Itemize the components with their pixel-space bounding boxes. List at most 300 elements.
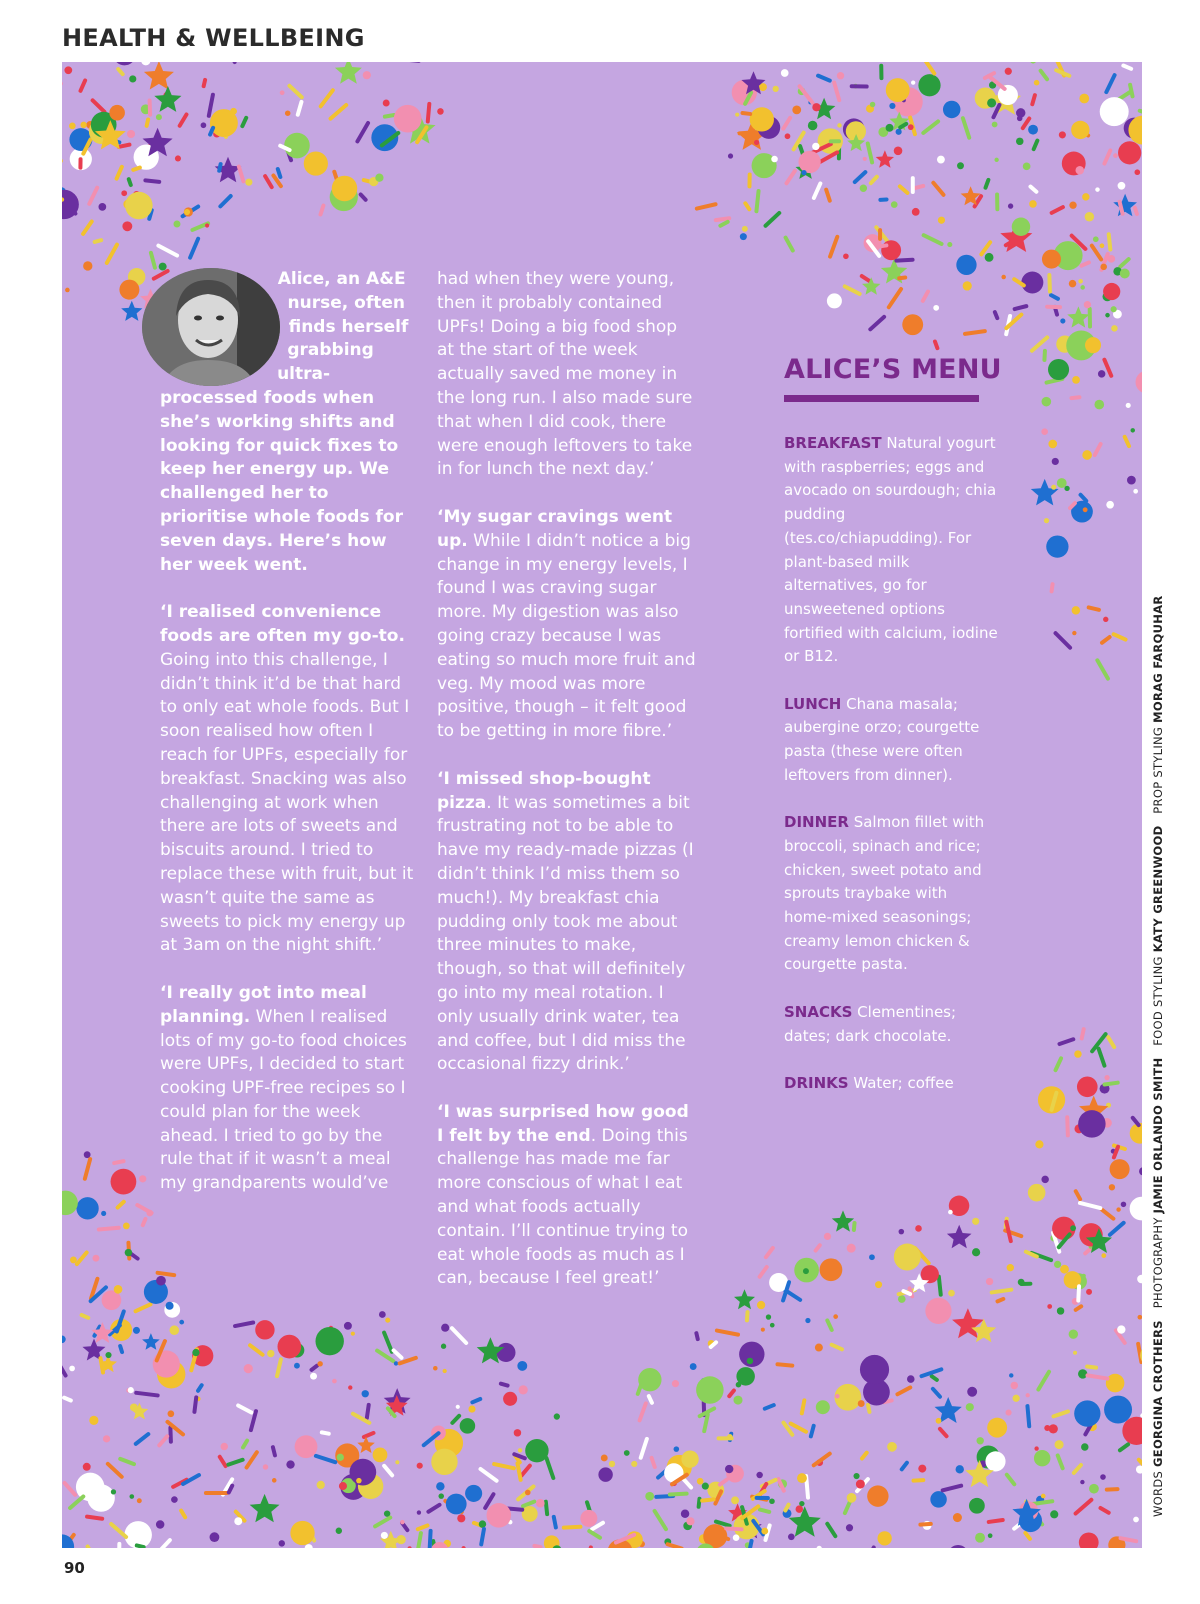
sprinkle xyxy=(195,1382,204,1393)
sprinkle xyxy=(294,1363,300,1369)
sprinkle xyxy=(681,1509,689,1517)
sprinkle xyxy=(62,1335,66,1343)
sprinkle xyxy=(313,1453,337,1464)
sprinkle xyxy=(674,1446,680,1452)
sprinkle xyxy=(938,217,945,224)
sprinkle xyxy=(1078,279,1083,284)
sprinkle xyxy=(907,1375,915,1383)
sprinkle xyxy=(1074,1400,1100,1426)
sprinkle xyxy=(1113,194,1137,217)
sprinkle xyxy=(791,130,807,152)
sprinkle xyxy=(105,1461,125,1480)
sprinkle xyxy=(348,1385,352,1389)
sprinkle xyxy=(1082,450,1092,460)
article-paragraph: ‘I realised convenience foods are often my go-to. Going into this challenge, I didn’t think it’d be that hard to only eat whole foods. But I soon realised how often I reach for UPFs, especially for breakfast. Snacking was also challenging at work when there are lots of sweets and biscuits around. I tried to replace these with fruit, but it wasn’t quite the same as sweets to pick my energy up at 3am on the night shift.’ xyxy=(160,602,414,956)
sprinkle xyxy=(119,280,139,300)
sprinkle xyxy=(123,1223,130,1230)
sprinkle xyxy=(1098,370,1105,377)
sprinkle xyxy=(111,1169,137,1195)
sprinkle xyxy=(263,1464,268,1469)
sprinkle xyxy=(755,1496,770,1500)
sprinkle xyxy=(454,1545,466,1548)
sprinkle xyxy=(864,1545,876,1548)
sprinkle xyxy=(144,117,150,128)
sprinkle xyxy=(1113,153,1118,158)
sprinkle xyxy=(792,105,801,114)
sprinkle xyxy=(133,1302,153,1314)
sprinkle xyxy=(1042,349,1047,362)
sprinkle xyxy=(878,197,888,202)
sprinkle xyxy=(318,203,326,217)
sprinkle xyxy=(1041,1494,1046,1499)
sprinkle xyxy=(168,1410,175,1417)
sprinkle xyxy=(1084,301,1091,308)
sprinkle xyxy=(754,140,759,145)
sprinkle xyxy=(127,130,135,138)
sprinkle xyxy=(431,1449,457,1475)
sprinkle xyxy=(457,1514,465,1522)
sprinkle xyxy=(1082,193,1089,200)
sprinkle xyxy=(899,1229,905,1235)
sprinkle xyxy=(168,1426,173,1444)
sprinkle xyxy=(870,102,875,107)
sprinkle xyxy=(67,1494,86,1511)
article-intro: Alice, an A&E nurse, often finds herself grabbing ultra-processed foods when she’s working shifts and looking for quick fixes to keep her energy up. We challenged her to prioritise whole foods for seven days. Here’s how her week went. xyxy=(160,269,409,575)
sprinkle xyxy=(1036,1369,1052,1392)
sprinkle xyxy=(985,253,994,262)
sprinkle xyxy=(1006,1410,1012,1416)
sprinkle xyxy=(761,1328,765,1332)
sprinkle xyxy=(140,1216,148,1227)
sprinkle xyxy=(98,203,106,211)
sprinkle xyxy=(975,1533,985,1543)
sprinkle xyxy=(948,1210,953,1215)
sprinkle xyxy=(1042,250,1061,269)
sprinkle xyxy=(852,169,868,185)
sprinkle xyxy=(121,301,142,321)
sprinkle xyxy=(733,1534,740,1541)
sprinkle xyxy=(899,1460,910,1472)
sprinkles-photo xyxy=(62,62,1142,1548)
sprinkle xyxy=(1103,283,1120,300)
sprinkle xyxy=(1106,501,1114,509)
sprinkle xyxy=(118,1456,137,1466)
sprinkle xyxy=(770,1323,775,1328)
sprinkle xyxy=(1131,428,1135,432)
sprinkle xyxy=(986,1518,1005,1524)
sprinkle xyxy=(1017,116,1023,122)
sprinkle xyxy=(947,242,952,247)
sprinkle xyxy=(1121,63,1134,72)
sprinkle xyxy=(365,1403,371,1421)
sprinkle xyxy=(554,1413,560,1419)
sprinkle xyxy=(853,1473,859,1479)
sprinkle xyxy=(62,159,63,165)
sprinkle xyxy=(1001,1421,1006,1426)
sprinkle xyxy=(894,258,914,263)
sprinkle xyxy=(1106,1374,1125,1393)
sprinkle xyxy=(156,1520,164,1528)
sprinkle xyxy=(1101,1253,1106,1258)
sprinkle xyxy=(62,1191,78,1216)
sprinkle xyxy=(1133,1517,1139,1523)
sprinkle xyxy=(349,1459,376,1486)
sprinkle xyxy=(82,1157,92,1182)
sprinkle xyxy=(417,1463,423,1469)
sprinkle xyxy=(179,1320,184,1325)
sprinkle xyxy=(918,1465,926,1473)
sprinkle xyxy=(879,64,883,80)
menu-entry-drinks: DRINKS Water; coffee xyxy=(784,1073,954,1092)
sprinkle xyxy=(236,164,246,184)
sprinkle xyxy=(1092,441,1103,457)
sprinkle xyxy=(144,62,174,90)
sprinkle xyxy=(153,1350,180,1377)
sprinkle xyxy=(681,1450,698,1467)
sprinkle xyxy=(449,1325,469,1345)
sprinkle xyxy=(1009,1373,1013,1377)
sprinkle xyxy=(797,1473,807,1483)
sprinkle xyxy=(812,143,819,150)
sprinkle xyxy=(972,1248,980,1256)
sprinkle xyxy=(1053,1056,1064,1073)
sprinkle xyxy=(233,1320,256,1328)
sprinkle xyxy=(479,1520,486,1527)
sprinkle xyxy=(205,223,209,227)
sprinkle xyxy=(192,1349,199,1356)
sprinkle xyxy=(1088,307,1092,329)
sprinkle xyxy=(270,1445,277,1458)
sprinkle xyxy=(835,1394,839,1398)
sprinkle xyxy=(1049,1424,1058,1433)
sprinkle xyxy=(184,209,190,215)
sprinkle xyxy=(1053,630,1073,650)
sprinkle xyxy=(1069,202,1076,209)
sprinkle xyxy=(1104,1075,1109,1080)
sprinkle xyxy=(1012,304,1029,312)
sprinkle xyxy=(101,1211,106,1216)
sprinkle xyxy=(1069,1329,1078,1338)
sprinkle xyxy=(645,1492,654,1501)
sprinkle xyxy=(304,151,328,175)
sprinkle xyxy=(1057,1037,1076,1047)
sprinkle xyxy=(887,1442,897,1452)
sprinkle xyxy=(129,75,136,82)
sprinkle xyxy=(1138,1315,1142,1320)
sprinkle xyxy=(280,90,285,95)
sprinkle xyxy=(1055,1453,1065,1471)
sprinkle xyxy=(816,1400,830,1414)
sprinkle xyxy=(957,162,964,169)
sprinkle xyxy=(87,1484,115,1512)
sprinkle xyxy=(846,1524,853,1531)
photo-credits: WORDS GEORGINA CROTHERS PHOTOGRAPHY JAMIE ORLANDO SMITH FOOD STYLING KATY GREENWOOD PROP STYLING MORAG FARQUHAR xyxy=(1151,595,1165,1517)
sprinkle xyxy=(79,1312,91,1320)
sprinkle xyxy=(1105,313,1110,318)
sprinkle xyxy=(221,1443,228,1450)
sprinkle xyxy=(89,1416,98,1425)
menu-entry-breakfast: BREAKFAST Natural yogurt with raspberries; eggs and avocado on sourdough; chia pudding (tes.co/chiapudding). For plant-based milk alternatives, go for unsweetened options fortified with calcium, iodine or B12. xyxy=(784,434,998,666)
sprinkle xyxy=(858,1400,865,1407)
sprinkle xyxy=(921,233,944,247)
sprinkle xyxy=(121,190,127,196)
sprinkle xyxy=(889,103,895,109)
sprinkle xyxy=(65,288,70,293)
sprinkle xyxy=(426,1502,443,1514)
sprinkle xyxy=(335,62,362,84)
sprinkle xyxy=(860,1355,889,1384)
sprinkle xyxy=(357,1436,375,1453)
sprinkle xyxy=(126,177,133,188)
sprinkle xyxy=(1136,371,1142,394)
sprinkle xyxy=(788,1533,795,1540)
sprinkle xyxy=(897,184,910,196)
sprinkle xyxy=(1081,1443,1088,1450)
sprinkle xyxy=(210,109,238,137)
sprinkle xyxy=(498,1381,510,1388)
sprinkle xyxy=(332,176,358,202)
sprinkle xyxy=(1054,1261,1061,1268)
sprinkle xyxy=(948,1290,955,1297)
sprinkle xyxy=(277,1335,301,1359)
sprinkle xyxy=(133,1327,140,1334)
sprinkle xyxy=(758,1507,772,1514)
sprinkle xyxy=(754,189,761,214)
sprinkle xyxy=(408,62,421,63)
sprinkle xyxy=(1048,440,1057,449)
sprinkle xyxy=(1055,1440,1064,1449)
sprinkle xyxy=(947,1225,972,1248)
sprinkle xyxy=(310,1373,317,1380)
sprinkle xyxy=(156,114,162,120)
sprinkle xyxy=(143,178,161,184)
sprinkle xyxy=(1100,1474,1106,1480)
sprinkle xyxy=(372,1515,393,1529)
sprinkle xyxy=(1060,1265,1069,1274)
sprinkle xyxy=(210,1532,220,1542)
sprinkle xyxy=(987,1418,1007,1438)
sprinkle xyxy=(148,98,153,116)
sprinkle xyxy=(652,1508,669,1532)
sprinkle xyxy=(1139,1167,1142,1175)
sprinkle xyxy=(465,1485,482,1502)
sprinkle xyxy=(407,1546,413,1548)
sprinkle xyxy=(598,1467,612,1481)
sprinkle xyxy=(1048,292,1060,301)
sprinkle xyxy=(104,242,120,266)
sprinkle xyxy=(827,293,842,308)
sprinkle xyxy=(763,210,782,228)
sprinkle xyxy=(638,1368,661,1391)
sprinkle xyxy=(825,1318,835,1333)
sprinkle xyxy=(902,314,923,335)
sprinkle xyxy=(829,1342,845,1352)
sprinkle xyxy=(762,1402,776,1411)
sprinkle xyxy=(1048,359,1069,380)
sprinkle xyxy=(80,122,86,128)
sprinkle xyxy=(240,1438,250,1450)
sprinkle xyxy=(272,1478,277,1483)
sprinkle xyxy=(192,1395,198,1414)
sprinkle xyxy=(1047,1304,1052,1309)
sprinkle xyxy=(1117,1442,1131,1453)
sprinkle xyxy=(824,1233,831,1240)
sprinkle xyxy=(967,1387,977,1397)
sprinkle xyxy=(856,1480,865,1489)
sprinkle xyxy=(1118,182,1126,190)
sprinkle xyxy=(1102,1080,1120,1086)
sprinkle xyxy=(154,86,181,112)
sprinkle xyxy=(1111,306,1117,312)
sprinkle xyxy=(496,1343,515,1362)
sprinkle xyxy=(775,1362,794,1368)
sprinkle xyxy=(886,78,910,102)
sprinkle xyxy=(363,71,371,79)
sprinkle xyxy=(1079,1532,1099,1548)
sprinkle xyxy=(842,284,862,297)
sprinkle xyxy=(1060,318,1065,323)
sprinkle xyxy=(911,1478,925,1483)
sprinkle xyxy=(317,1361,322,1366)
sprinkle xyxy=(1100,243,1105,248)
sprinkle xyxy=(267,1350,274,1357)
sprinkle xyxy=(891,201,898,208)
sprinkle xyxy=(135,1202,155,1215)
sprinkle xyxy=(62,1360,68,1378)
sprinkle xyxy=(742,226,748,232)
sprinkle xyxy=(355,120,371,144)
sprinkle xyxy=(1042,397,1052,407)
sprinkle xyxy=(479,1527,486,1547)
sprinkle xyxy=(78,157,82,170)
sprinkle xyxy=(953,1513,962,1522)
sprinkle xyxy=(515,1461,523,1482)
sprinkle xyxy=(715,1328,741,1337)
sprinkle xyxy=(83,1463,91,1471)
sprinkle xyxy=(832,80,842,103)
sprinkle xyxy=(869,1254,875,1260)
sprinkle xyxy=(1012,218,1030,236)
sprinkle xyxy=(994,158,998,162)
sprinkle xyxy=(637,1401,648,1423)
sprinkle xyxy=(284,133,310,159)
sprinkle xyxy=(881,240,901,260)
sprinkle xyxy=(1011,1382,1018,1389)
sprinkle xyxy=(825,1521,839,1539)
sprinkle xyxy=(985,1451,1005,1471)
sprinkle xyxy=(383,100,390,107)
sprinkle xyxy=(470,1396,483,1405)
sprinkle xyxy=(118,1344,125,1355)
sprinkle xyxy=(1120,268,1130,278)
sprinkle xyxy=(808,121,818,131)
sprinkle xyxy=(446,1494,467,1515)
sprinkle xyxy=(1038,68,1050,82)
sprinkle xyxy=(992,122,998,128)
sprinkle xyxy=(731,1496,739,1504)
sprinkle xyxy=(492,1462,516,1471)
sprinkle xyxy=(385,1318,390,1323)
sprinkle xyxy=(235,1403,254,1415)
sprinkle xyxy=(895,1385,913,1397)
sprinkle xyxy=(801,170,806,175)
sprinkle xyxy=(773,86,779,92)
sprinkle xyxy=(178,1508,188,1520)
sprinkle xyxy=(933,305,939,311)
sprinkle xyxy=(525,1490,531,1496)
sprinkle xyxy=(986,1278,993,1285)
sprinkle xyxy=(956,1465,964,1473)
menu-entry-snacks: SNACKS Clementines; dates; dark chocolate. xyxy=(784,1002,957,1045)
sprinkle xyxy=(886,124,894,132)
sprinkle xyxy=(1021,271,1043,293)
sprinkle xyxy=(1103,617,1108,622)
sprinkle xyxy=(1118,256,1132,269)
sprinkle xyxy=(1051,485,1056,490)
sprinkle xyxy=(114,164,125,181)
sprinkle xyxy=(837,72,844,79)
sprinkle xyxy=(843,253,849,259)
sprinkle xyxy=(781,1420,795,1438)
sprinkle xyxy=(187,236,200,260)
sprinkle xyxy=(122,221,132,231)
sprinkle xyxy=(1072,631,1076,635)
sprinkle xyxy=(201,122,207,128)
sprinkle xyxy=(638,1436,649,1460)
sprinkle xyxy=(245,179,252,186)
sprinkle xyxy=(696,1497,701,1509)
sprinkle xyxy=(860,185,867,192)
sprinkle xyxy=(1005,68,1012,75)
sprinkle xyxy=(743,201,753,212)
sprinkle xyxy=(817,1546,822,1548)
sprinkle xyxy=(796,1505,803,1512)
sprinkle xyxy=(295,1435,318,1458)
sprinkle xyxy=(139,1175,146,1182)
sprinkle xyxy=(868,174,880,186)
sprinkle xyxy=(286,1460,294,1468)
sprinkle xyxy=(131,165,143,172)
sprinkle xyxy=(930,1491,946,1507)
sprinkle xyxy=(1035,1140,1043,1148)
sprinkle xyxy=(943,101,960,118)
sprinkle xyxy=(125,1249,132,1256)
sprinkle xyxy=(1079,1027,1086,1041)
sprinkle xyxy=(1050,1510,1058,1518)
sprinkle xyxy=(747,173,751,189)
sprinkle xyxy=(735,113,739,117)
sprinkle xyxy=(1051,1409,1071,1419)
sprinkle xyxy=(1104,1396,1132,1424)
sprinkle xyxy=(1127,476,1136,485)
sprinkle xyxy=(983,177,991,190)
sprinkle xyxy=(936,1418,942,1424)
sprinkle xyxy=(1029,200,1037,208)
sprinkle xyxy=(829,139,841,143)
sprinkle xyxy=(156,1276,166,1286)
sprinkle xyxy=(995,1296,1006,1304)
sprinkle xyxy=(1073,1304,1084,1313)
sprinkle xyxy=(275,1357,284,1379)
article-paragraph: ‘I really got into meal planning. When I realised lots of my go-to food choices were UPFs, I decided to start cooking UPF-free recipes so I could plan for the week ahead. I tried to go by the rule that if it wasn’t a meal my grandparents would’ve xyxy=(160,982,407,1194)
sprinkle xyxy=(1067,306,1089,327)
sprinkle xyxy=(339,1482,347,1490)
sprinkle xyxy=(1026,1393,1030,1397)
sprinkle xyxy=(503,1392,517,1406)
sprinkle xyxy=(736,1382,742,1388)
sprinkle xyxy=(1095,187,1099,191)
sprinkle xyxy=(918,74,940,96)
